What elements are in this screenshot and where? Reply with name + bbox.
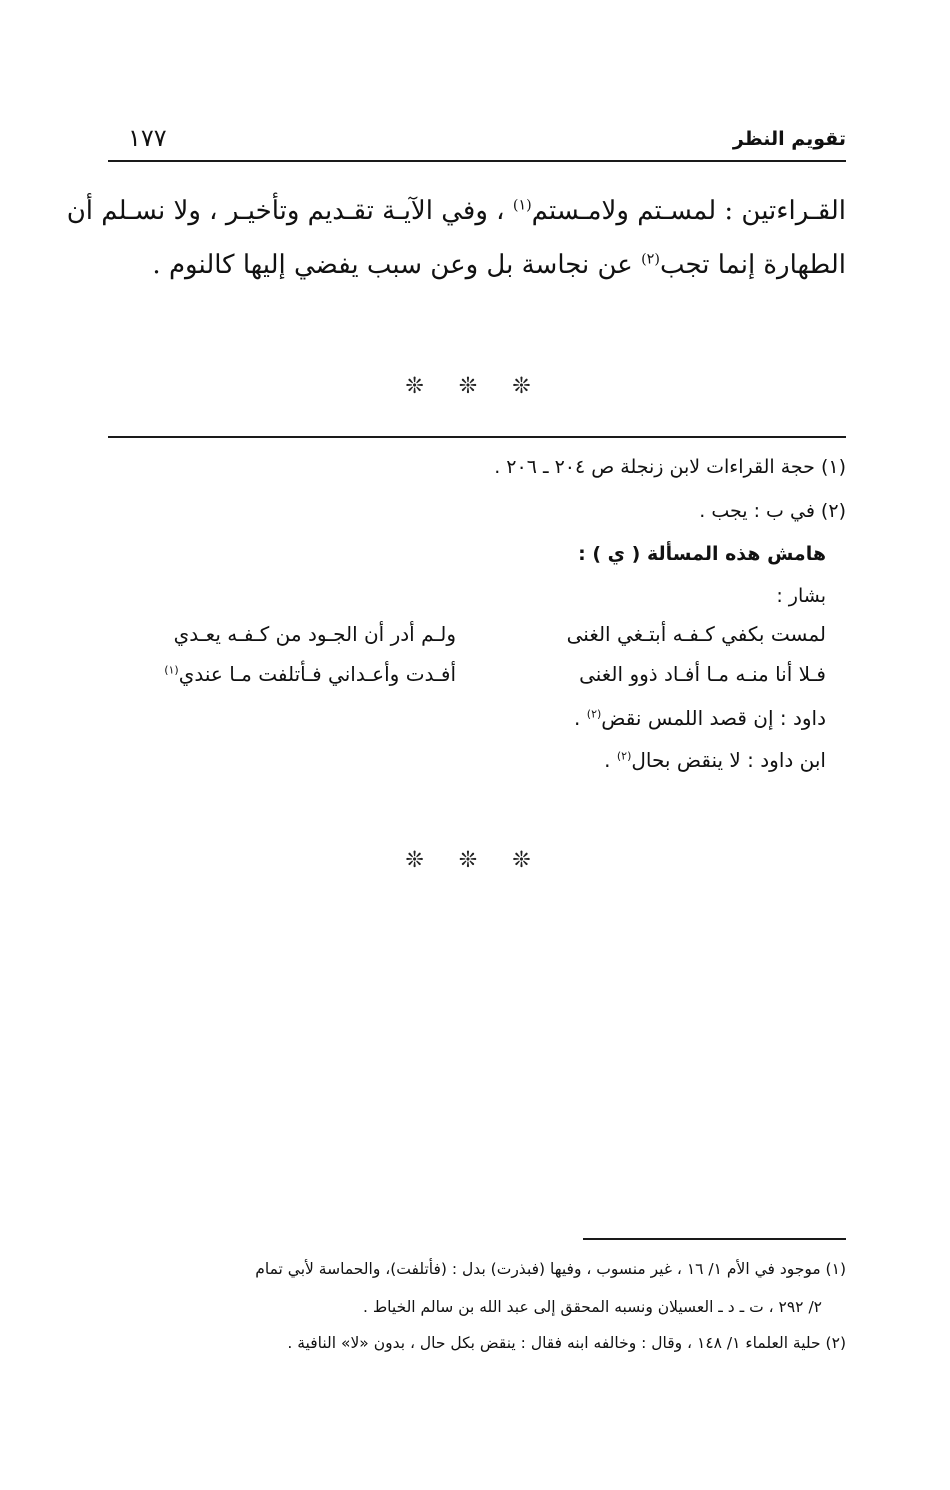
body-text: الطهارة إنما تجب xyxy=(659,250,846,280)
section-separator: ❊ ❊ ❊ xyxy=(405,374,545,399)
page-number: ١٧٧ xyxy=(128,124,167,152)
hamish-text: داود : إن قصد اللمس نقض xyxy=(601,706,826,730)
hamish-speaker: بشار : xyxy=(776,585,826,607)
footnote-ref: (٢) xyxy=(616,749,632,763)
footnote-ref: (١) xyxy=(164,663,179,677)
footnote-ref: (١) xyxy=(512,197,532,214)
hamish-ibn-dawud: ابن داود : لا ينقض بحال$^{(٢)}$ . xyxy=(604,748,826,772)
body-line-1 xyxy=(67,196,846,226)
footnote-ref: (٢) xyxy=(586,707,602,721)
verse-1-right: لمست بكفي كـفـه أبتـغي الغنى xyxy=(566,622,826,646)
body-text: عن نجاسة بل وعن سبب يفضي إليها كالنوم . xyxy=(152,250,642,280)
hamish-dawud: داود : إن قصد اللمس نقض$^{(٢)}$ . xyxy=(574,706,826,730)
verse-text: أفـدت وأعـداني فـأتلفت مـا عندي xyxy=(178,662,456,686)
bottom-footnote-1-line-2: ٢/ ٢٩٢ ، ت ـ د ـ العسيلان ونسبه المحقق إلى عبد الله بن سالم الخياط . xyxy=(362,1298,822,1316)
running-header-title: تقويم النظر xyxy=(732,128,846,150)
section-separator-2: ❊ ❊ ❊ xyxy=(405,848,545,873)
hamish-title: هامش هذه المسألة ( ي ) : xyxy=(578,543,826,565)
bottom-footnote-rule xyxy=(583,1238,846,1240)
body-line-2 xyxy=(152,250,846,280)
footnote-ref: (٢) xyxy=(641,251,660,268)
bottom-footnote-2: (٢) حلية العلماء ١/ ١٤٨ ، وقال : وخالفه ابنه فقال : ينقض بكل حال ، بدون «لا» النافية . xyxy=(287,1334,846,1352)
verse-2-right: فـلا أنا منـه مـا أفـاد ذوو الغنى xyxy=(579,662,826,686)
upper-footnote-2: (٢) في ب : يجب . xyxy=(699,500,846,522)
header-rule xyxy=(108,160,846,162)
body-text: القـراءتين : لمسـتم ولامـستم xyxy=(531,196,846,226)
verse-1-left: ولـم أدر أن الجـود من كـفـه يعـدي xyxy=(173,622,456,646)
footnote-rule xyxy=(108,436,846,438)
body-text: ، وفي الآيـة تقـديم وتأخيـر ، ولا نسـلم أن xyxy=(66,196,513,226)
verse-2-left xyxy=(164,662,456,686)
hamish-text: ابن داود : لا ينقض بحال xyxy=(631,748,826,772)
bottom-footnote-1-line-1: (١) موجود في الأم ١/ ١٦ ، غير منسوب ، وفيها (فبذرت) بدل : (فأتلفت)، والحماسة لأبي تمام xyxy=(255,1260,846,1278)
upper-footnote-1: (١) حجة القراءات لابن زنجلة ص ٢٠٤ ـ ٢٠٦ . xyxy=(494,456,846,478)
